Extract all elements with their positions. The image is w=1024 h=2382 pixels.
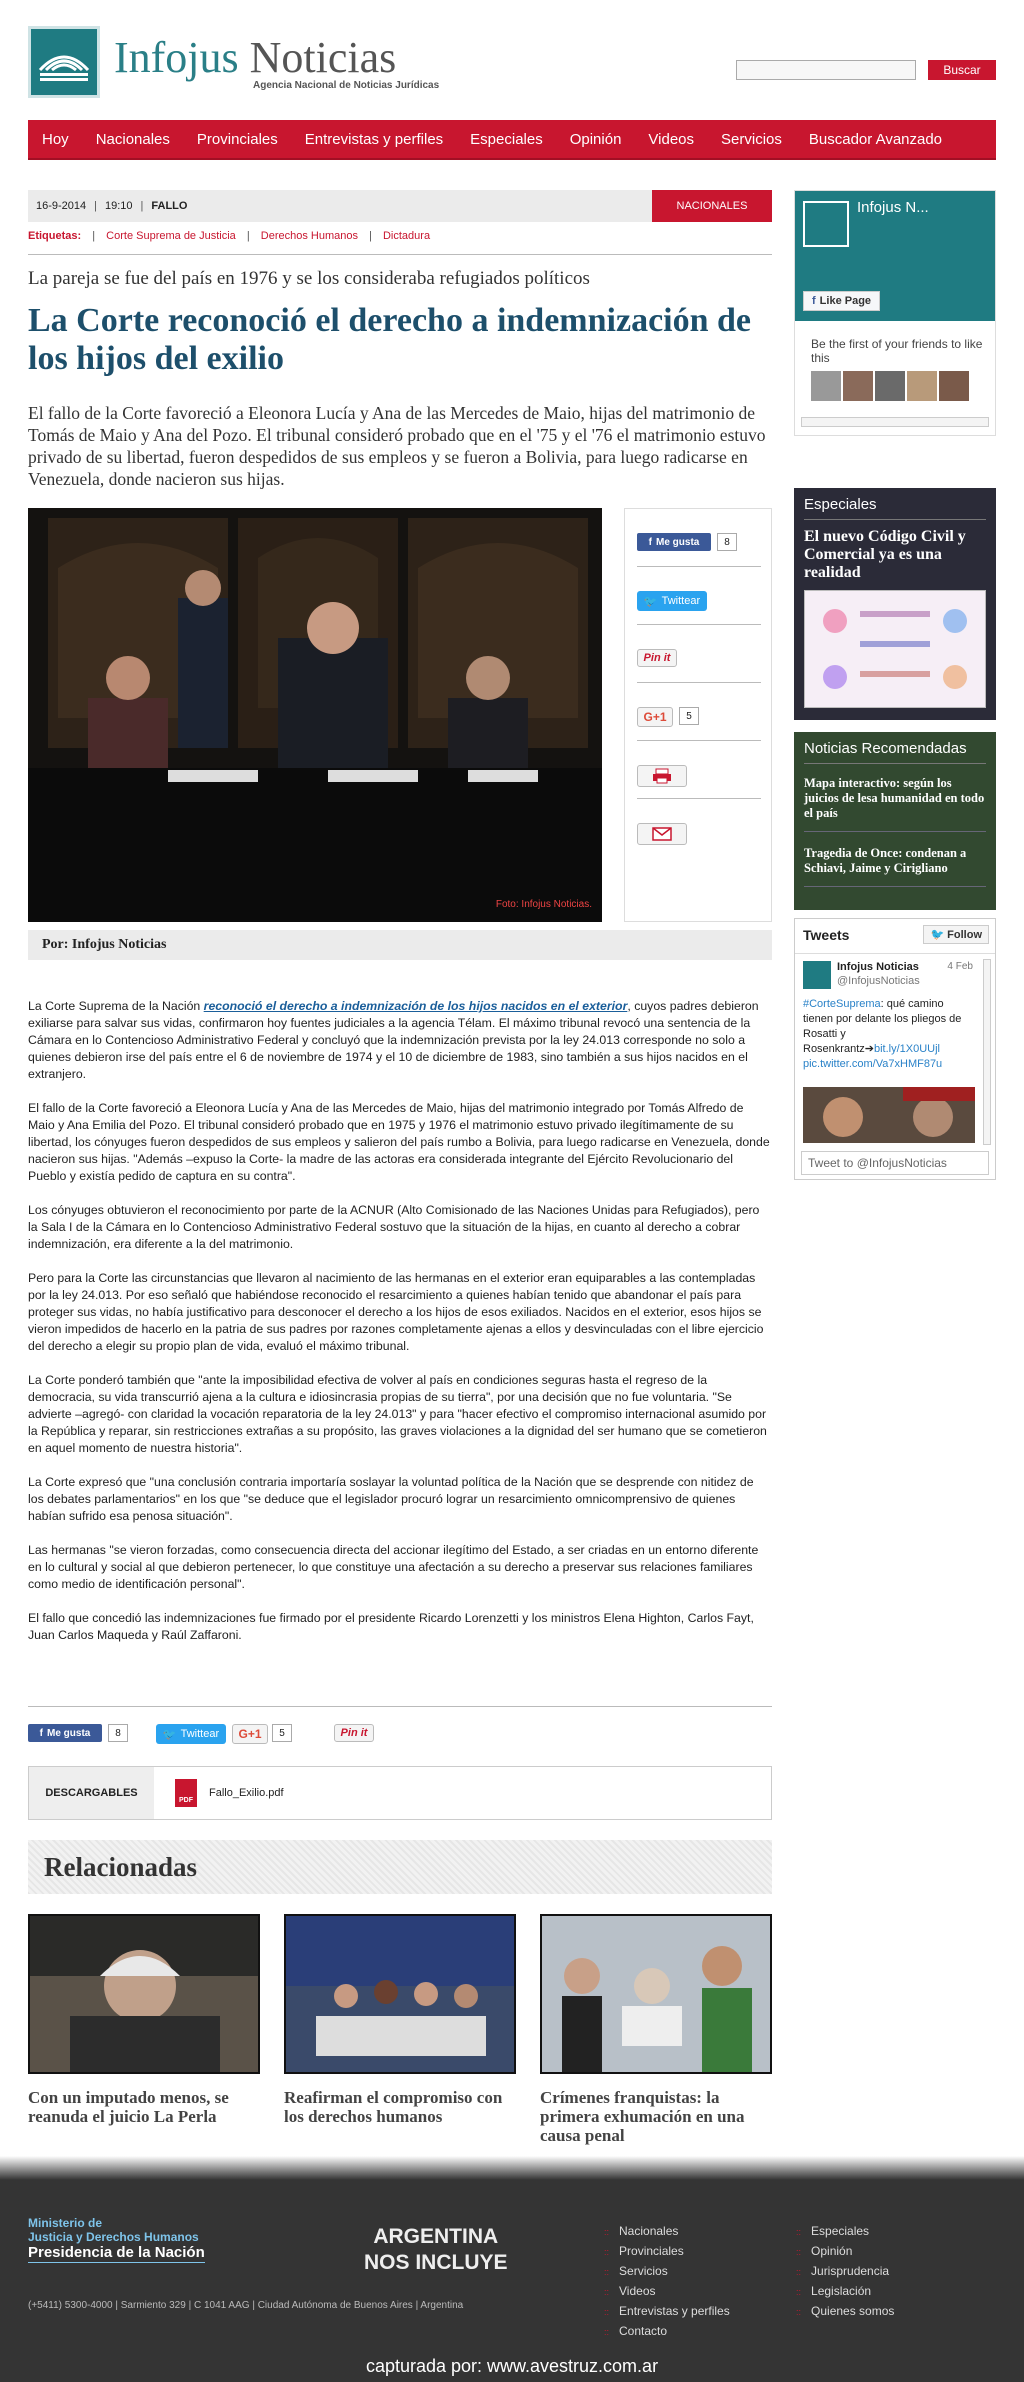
especiales-title: Especiales	[804, 496, 986, 520]
print-button[interactable]	[637, 765, 687, 787]
article-byline: Por: Infojus Noticias	[28, 930, 772, 960]
tag-link[interactable]: Corte Suprema de Justicia	[106, 230, 236, 242]
tweet-user-name[interactable]: Infojus Noticias	[837, 961, 919, 973]
downloads-box	[28, 1766, 772, 1820]
timeline-scrollbar[interactable]	[983, 959, 991, 1145]
capture-credit: capturada por: www.avestruz.com.ar	[365, 2356, 659, 2376]
divider	[28, 1706, 772, 1707]
tags-label: Etiquetas:	[28, 230, 82, 242]
related-title[interactable]: Crímenes franquistas: la primera exhumación en una causa penal	[540, 2088, 745, 2145]
tweet-user-handle[interactable]: @InfojusNoticias	[837, 975, 920, 987]
gplus-button[interactable]: G+1	[637, 707, 673, 727]
tags-row: Etiquetas: | Corte Suprema de Justicia | Derechos Humanos | Dictadura	[28, 230, 431, 242]
footer-link[interactable]: :: Provinciales	[604, 2244, 684, 2258]
nav-videos[interactable]: Videos	[648, 130, 695, 148]
widget-scrollbar[interactable]	[801, 417, 989, 427]
pinit-button[interactable]: Pin it	[637, 649, 677, 667]
footer-link[interactable]: :: Contacto	[604, 2324, 668, 2338]
downloads-label: DESCARGABLES	[29, 1767, 154, 1819]
tag-link[interactable]: Derechos Humanos	[260, 230, 358, 242]
logo-text[interactable]	[114, 33, 397, 82]
twitter-timeline-widget	[794, 918, 996, 1180]
logo-word-noticias: Noticias	[249, 33, 397, 82]
logo-word-infojus: Infojus	[114, 33, 239, 82]
article-paragraph: Pero para la Corte las circunstancias que llevaron al nacimiento de las hermanas en el exterior eran equiparables a las contempladas por la ley 24.013. Por eso señaló que habiéndose reconocido el resarcimiento a quienes habían tenido que abandonar el país para proteger sus vidas, no había justificativo para desconocer el derecho a los hijos de esos exiliados. Nacidos en el exterior, esos hijos se vieron impedidos de hacerlo en la patria de sus padres por razones completamente ajenas a ellos y desvinculadas con el libre ejercicio del derecho a elegir su propio plan de vida, evaluó el máximo tribunal.	[28, 1271, 764, 1353]
related-image[interactable]	[28, 1914, 260, 2074]
pdf-icon[interactable]: PDF	[175, 1779, 197, 1807]
divider	[28, 254, 772, 255]
footer-link[interactable]: :: Videos	[604, 2284, 656, 2298]
recomendada-link[interactable]: Mapa interactivo: según los juicios de lesa humanidad en todo el país	[804, 776, 986, 832]
tweet-media-image[interactable]	[803, 1087, 975, 1143]
article-paragraph: El fallo que concedió las indemnizaciones fue firmado por el presidente Ricardo Lorenzetti y los ministros Elena Highton, Carlos Fayt, Juan Carlos Maqueda y Raúl Zaffaroni.	[28, 1611, 754, 1642]
tweet-media-link[interactable]: pic.twitter.com/Va7xHMF87u	[803, 1058, 943, 1070]
main-nav	[28, 120, 996, 160]
nav-entrevistas[interactable]: Entrevistas y perfiles	[304, 130, 444, 148]
separator: |	[140, 200, 144, 212]
twitter-follow-button[interactable]: 🐦 Follow	[923, 925, 989, 944]
like-count-bottom: 8	[108, 1724, 128, 1742]
article-body	[28, 998, 772, 1661]
tweet-link[interactable]: bit.ly/1X0UUjl	[873, 1043, 940, 1055]
footer-link[interactable]: :: Nacionales	[604, 2224, 679, 2238]
article-photo[interactable]	[28, 508, 602, 922]
gplus-count-bottom: 5	[272, 1724, 292, 1742]
article-paragraph: La Corte Suprema de la Nación reconoció el derecho a indemnización de los hijos nacidos en el exterior, cuyos padres debieron exiliarse para salvar sus vidas, confirmaron hoy fuentes judiciales a la agencia Télam. El máximo tribunal revocó una sentencia de la Cámara en lo Contencioso Administrativo Federal y concluyó que la indemnización prevista por la ley 24.013 corresponde no solo a quienes debieron irse del país entre el 6 de noviembre de 1974 y el 10 de diciembre de 1983, sino también a sus hijos nacidos en el extranjero.	[28, 999, 759, 1081]
especiales-box	[794, 488, 996, 720]
footer-link[interactable]: :: Legislación	[796, 2284, 872, 2298]
download-file-link[interactable]: Fallo_Exilio.pdf	[209, 1787, 284, 1799]
related-card[interactable]	[540, 1914, 772, 2145]
search-input[interactable]	[736, 60, 916, 80]
like-count: 8	[717, 533, 737, 551]
related-heading: Relacionadas	[28, 1840, 772, 1894]
nav-provinciales[interactable]: Provinciales	[196, 130, 278, 148]
especiales-feature-title[interactable]: El nuevo Código Civil y Comercial ya es una realidad	[804, 528, 966, 581]
facebook-icon: f	[648, 536, 652, 548]
tweet-compose-box[interactable]: Tweet to @InfojusNoticias	[801, 1151, 989, 1175]
article-paragraph: La Corte expresó que "una conclusión contraria importaría soslayar la voluntad política de la Nación que se desprende con nitidez de los debates parlamentarios" en los que "se deduce que el legislador procuró lograr un resarcimiento omnicomprensivo de quienes habían sufrido esa penosa situación".	[28, 1475, 754, 1523]
logo-subtitle: Agencia Nacional de Noticias Jurídicas	[253, 80, 440, 91]
related-title[interactable]: Reafirman el compromiso con los derechos humanos	[284, 2088, 503, 2126]
nav-servicios[interactable]: Servicios	[721, 130, 782, 148]
gplus-button-bottom[interactable]: G+1	[232, 1724, 268, 1744]
recomendadas-title: Noticias Recomendadas	[804, 740, 986, 764]
nav-especiales[interactable]: Especiales	[470, 130, 543, 148]
facebook-icon: f	[39, 1727, 43, 1739]
footer-link[interactable]: :: Quienes somos	[796, 2304, 895, 2318]
facebook-page-name[interactable]: Infojus N...	[857, 199, 929, 216]
tweet-avatar[interactable]	[803, 961, 831, 989]
page-logo-icon	[803, 201, 849, 247]
related-image[interactable]	[540, 1914, 772, 2074]
article-meta-bar	[28, 190, 772, 222]
twitter-bird-icon: 🐦	[930, 929, 945, 941]
separator: |	[94, 200, 98, 212]
section-badge[interactable]: NACIONALES	[652, 190, 772, 222]
logo-icon[interactable]	[28, 26, 100, 98]
nav-nacionales[interactable]: Nacionales	[95, 130, 170, 148]
tweets-title: Tweets	[803, 927, 850, 943]
article-date: 16-9-2014	[36, 200, 87, 212]
related-card[interactable]	[28, 1914, 260, 2126]
search-button[interactable]: Buscar	[928, 60, 996, 80]
photo-caption: Foto: Infojus Noticias.	[495, 899, 592, 910]
tag-link[interactable]: Dictadura	[382, 230, 431, 242]
especiales-feature-image[interactable]	[804, 590, 986, 708]
footer-gradient	[0, 2156, 1024, 2180]
tweet-button[interactable]: 🐦 Twittear	[637, 591, 707, 611]
nav-buscador-avanzado[interactable]: Buscador Avanzado	[808, 130, 943, 148]
share-panel	[624, 508, 772, 922]
email-icon	[652, 827, 672, 841]
facebook-icon: f	[812, 295, 816, 307]
footer-link[interactable]: :: Jurisprudencia	[796, 2264, 890, 2278]
tweet-button-bottom[interactable]: 🐦 Twittear	[156, 1724, 226, 1744]
facebook-like-button[interactable]: f Me gusta	[637, 533, 711, 551]
article-headline: La Corte reconoció el derecho a indemnización de los hijos del exilio	[28, 302, 752, 377]
article-section-label: FALLO	[151, 200, 188, 212]
article-summary: El fallo de la Corte favoreció a Eleonora Lucía y Ana de las Mercedes de Maio, hijas del matrimonio de Tomás de Maio y Ana del Pozo. El tribunal consideró probado que en el '75 y el '76 el matrimonio estuvo privado de su libertad, fueron despedidos de sus empleos y se fueron a Bolivia, para luego radicarse en Venezuela, donde nacieron sus hijas.	[28, 403, 766, 489]
footer-address: (+5411) 5300-4000 | Sarmiento 329 | C 1041 AAG | Ciudad Autónoma de Buenos Aires | Argentina	[28, 2300, 464, 2311]
inline-article-link[interactable]: reconoció el derecho a indemnización de los hijos nacidos en el exterior	[203, 999, 628, 1013]
recomendadas-box	[794, 732, 996, 910]
tweet-text: #CorteSuprema: qué camino tienen por delante los pliegos de Rosatti y Rosenkrantz➔bit.ly/1X0UUjl pic.twitter.com/Va7xHMF87u	[803, 998, 962, 1070]
footer-link[interactable]: :: Servicios	[604, 2264, 668, 2278]
facebook-page-widget	[794, 190, 996, 436]
footer-link[interactable]: :: Especiales	[796, 2224, 870, 2238]
tweet-date[interactable]: 4 Feb	[947, 961, 973, 972]
argentina-nos-incluye-logo[interactable]: ARGENTINA NOS INCLUYE	[364, 2225, 508, 2274]
pinit-button-bottom[interactable]: Pin it	[334, 1724, 374, 1742]
footer-link[interactable]: :: Entrevistas y perfiles	[604, 2304, 730, 2318]
nav-opinion[interactable]: Opinión	[569, 130, 622, 148]
fb-friend-avatars	[811, 371, 969, 401]
tweet-hashtag[interactable]: #CorteSuprema	[803, 998, 881, 1010]
bottom-share-bar	[28, 1724, 428, 1746]
twitter-bird-icon: 🐦	[643, 595, 658, 608]
fb-friends-text: Be the first of your friends to like this	[811, 337, 983, 365]
related-title[interactable]: Con un imputado menos, se reanuda el juicio La Perla	[28, 2088, 229, 2126]
twitter-bird-icon: 🐦	[162, 1728, 177, 1741]
article-paragraph: El fallo de la Corte favoreció a Eleonora Lucía y Ana de las Mercedes de Maio, hijas del matrimonio integrado por Tomás Alfredo de Maio y Ana Emilia del Pozo. El tribunal consideró probado que en 1975 y 1976 el matrimonio estuvo privado ilegítimamente de su libertad, los cónyuges fueron despedidos de sus empleos y salieron del país rumbo a Bolivia, para luego radicarse en Venezuela, donde nacieron sus hijas. "Además –expuso la Corte- la madre de las actoras era considerada integrante del Ejército Revolucionario del Pueblo y existía pedido de captura en su contra".	[28, 1101, 770, 1183]
email-button[interactable]	[637, 823, 687, 845]
site-header	[28, 18, 996, 98]
article-time: 19:10	[105, 200, 133, 212]
print-icon	[652, 768, 672, 784]
article-paragraph: La Corte ponderó también que "ante la imposibilidad efectiva de volver al país en condiciones seguras hasta el regreso de la democracia, su vida transcurrió ajena a la cultura e idiosincrasia propias de su tierra", por una decisión que no fue voluntaria. "Se advierte –agregó- con claridad la vocación reparatoria de la ley 24.013" y para "hacer efectivo el compromiso internacional asumido por la República y reparar, sin restricciones extrañas a su propósito, las graves violaciones a la dignidad del ser humano que se cometieron en aquel momento de nuestra historia".	[28, 1373, 767, 1455]
facebook-like-button-bottom[interactable]: f Me gusta	[28, 1724, 102, 1742]
related-image[interactable]	[284, 1914, 516, 2074]
footer-link[interactable]: :: Opinión	[796, 2244, 853, 2258]
article-paragraph: Las hermanas "se vieron forzadas, como consecuencia directa del accionar ilegítimo del Estado, a ser criadas en un entorno diferente en lo cultural y social al que debieron pertenecer, lo que constituye una afectación a su derecho a preservar sus relaciones familiares como medio de identificación personal".	[28, 1543, 759, 1591]
related-card[interactable]	[284, 1914, 516, 2126]
ministry-logo[interactable]: Ministerio de Justicia y Derechos Humanos Presidencia de la Nación	[28, 2216, 205, 2261]
article-kicker: La pareja se fue del país en 1976 y se los consideraba refugiados políticos	[28, 268, 590, 289]
recomendada-link[interactable]: Tragedia de Once: condenan a Schiavi, Jaime y Cirigliano	[804, 846, 986, 887]
like-page-button[interactable]: f Like Page	[803, 291, 880, 311]
article-paragraph: Los cónyuges obtuvieron el reconocimiento por parte de la ACNUR (Alto Comisionado de las Naciones Unidas para Refugiados), pero la Sala I de la Cámara en lo Contencioso Administrativo Federal sostuvo que la situación de la hijas, en cuanto al derecho a cobrar indemnización, era diferente a la del matrimonio.	[28, 1203, 760, 1251]
gplus-count: 5	[679, 707, 699, 725]
site-footer	[0, 2180, 1024, 2382]
nav-hoy[interactable]: Hoy	[42, 130, 69, 148]
facebook-page-cover[interactable]	[795, 191, 995, 321]
